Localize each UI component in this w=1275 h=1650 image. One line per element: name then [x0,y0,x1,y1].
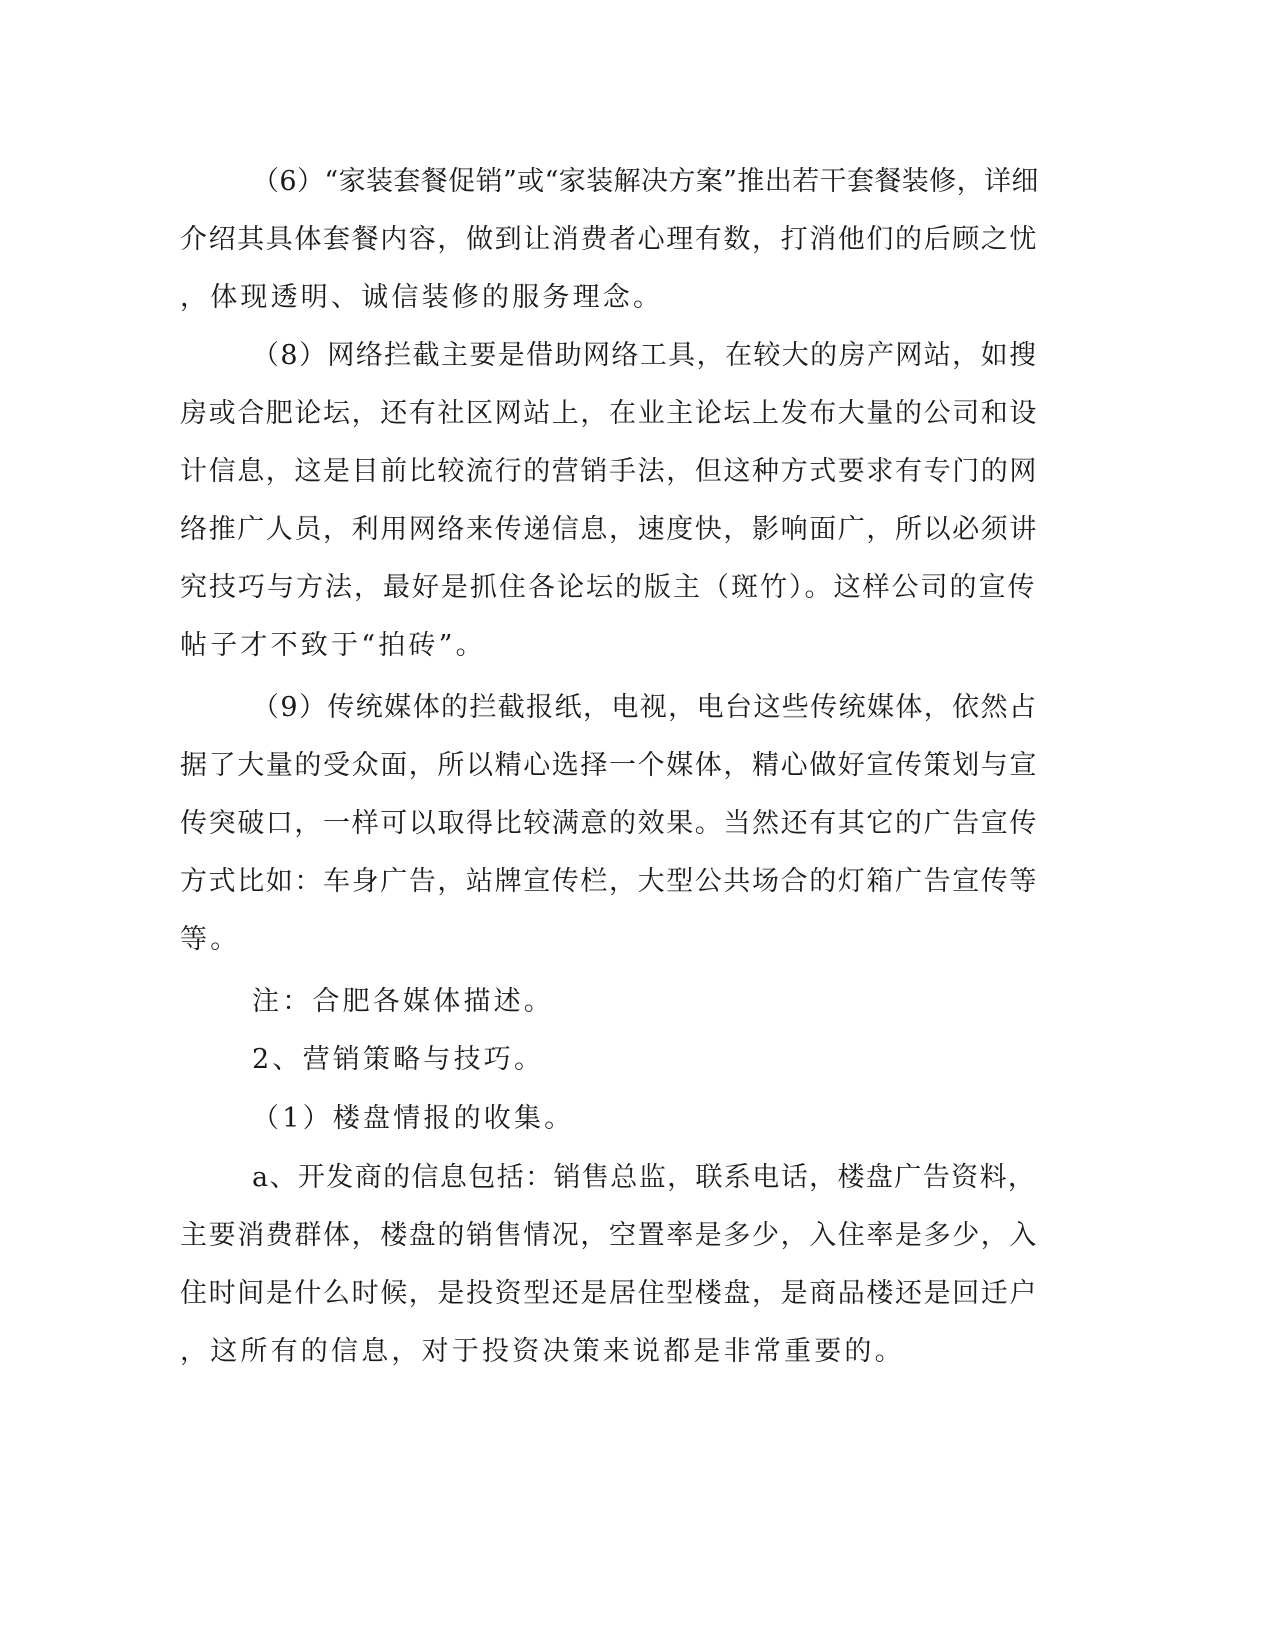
text-line-20: 住时间是什么时候，是投资型还是居住型楼盘，是商品楼还是回迁户 [180,1278,1038,1309]
text-line-9: 帖子才不致于“拍砖”。 [180,630,486,661]
text-line-2: 介绍其具体套餐内容，做到让消费者心理有数，打消他们的后顾之忧 [180,224,1038,255]
text-line-12: 传突破口，一样可以取得比较满意的效果。当然还有其它的广告宣传 [180,808,1038,839]
text-line-1: （6）“家装套餐促销”或“家装解决方案”推出若干套餐装修，详细 [252,166,1039,197]
text-line-15: 注：合肥各媒体描述。 [252,986,554,1017]
text-line-14: 等。 [180,924,241,955]
text-line-19: 主要消费群体，楼盘的销售情况，空置率是多少，入住率是多少，入 [180,1220,1038,1251]
text-line-10: （9）传统媒体的拦截报纸，电视，电台这些传统媒体，依然占 [252,692,1038,723]
text-line-3: ，体现透明、诚信装修的服务理念。 [180,282,664,313]
text-line-4: （8）网络拦截主要是借助网络工具，在较大的房产网站，如搜 [252,340,1038,371]
text-line-21: ，这所有的信息，对于投资决策来说都是非常重要的。 [180,1336,905,1367]
text-line-16: 2、营销策略与技巧。 [252,1044,545,1075]
text-line-6: 计信息，这是目前比较流行的营销手法，但这种方式要求有专门的网 [180,456,1038,487]
text-line-11: 据了大量的受众面，所以精心选择一个媒体，精心做好宣传策划与宣 [180,750,1038,781]
text-line-7: 络推广人员，利用网络来传递信息，速度快，影响面广，所以必须讲 [180,514,1038,545]
text-line-18: a、开发商的信息包括：销售总监，联系电话，楼盘广告资料， [252,1162,1037,1193]
text-line-13: 方式比如：车身广告，站牌宣传栏，大型公共场合的灯箱广告宣传等 [180,866,1038,897]
text-line-5: 房或合肥论坛，还有社区网站上，在业主论坛上发布大量的公司和设 [180,398,1038,429]
text-line-8: 究技巧与方法，最好是抓住各论坛的版主（斑竹）。这样公司的宣传 [180,572,1037,603]
text-line-17: （1）楼盘情报的收集。 [252,1103,575,1134]
